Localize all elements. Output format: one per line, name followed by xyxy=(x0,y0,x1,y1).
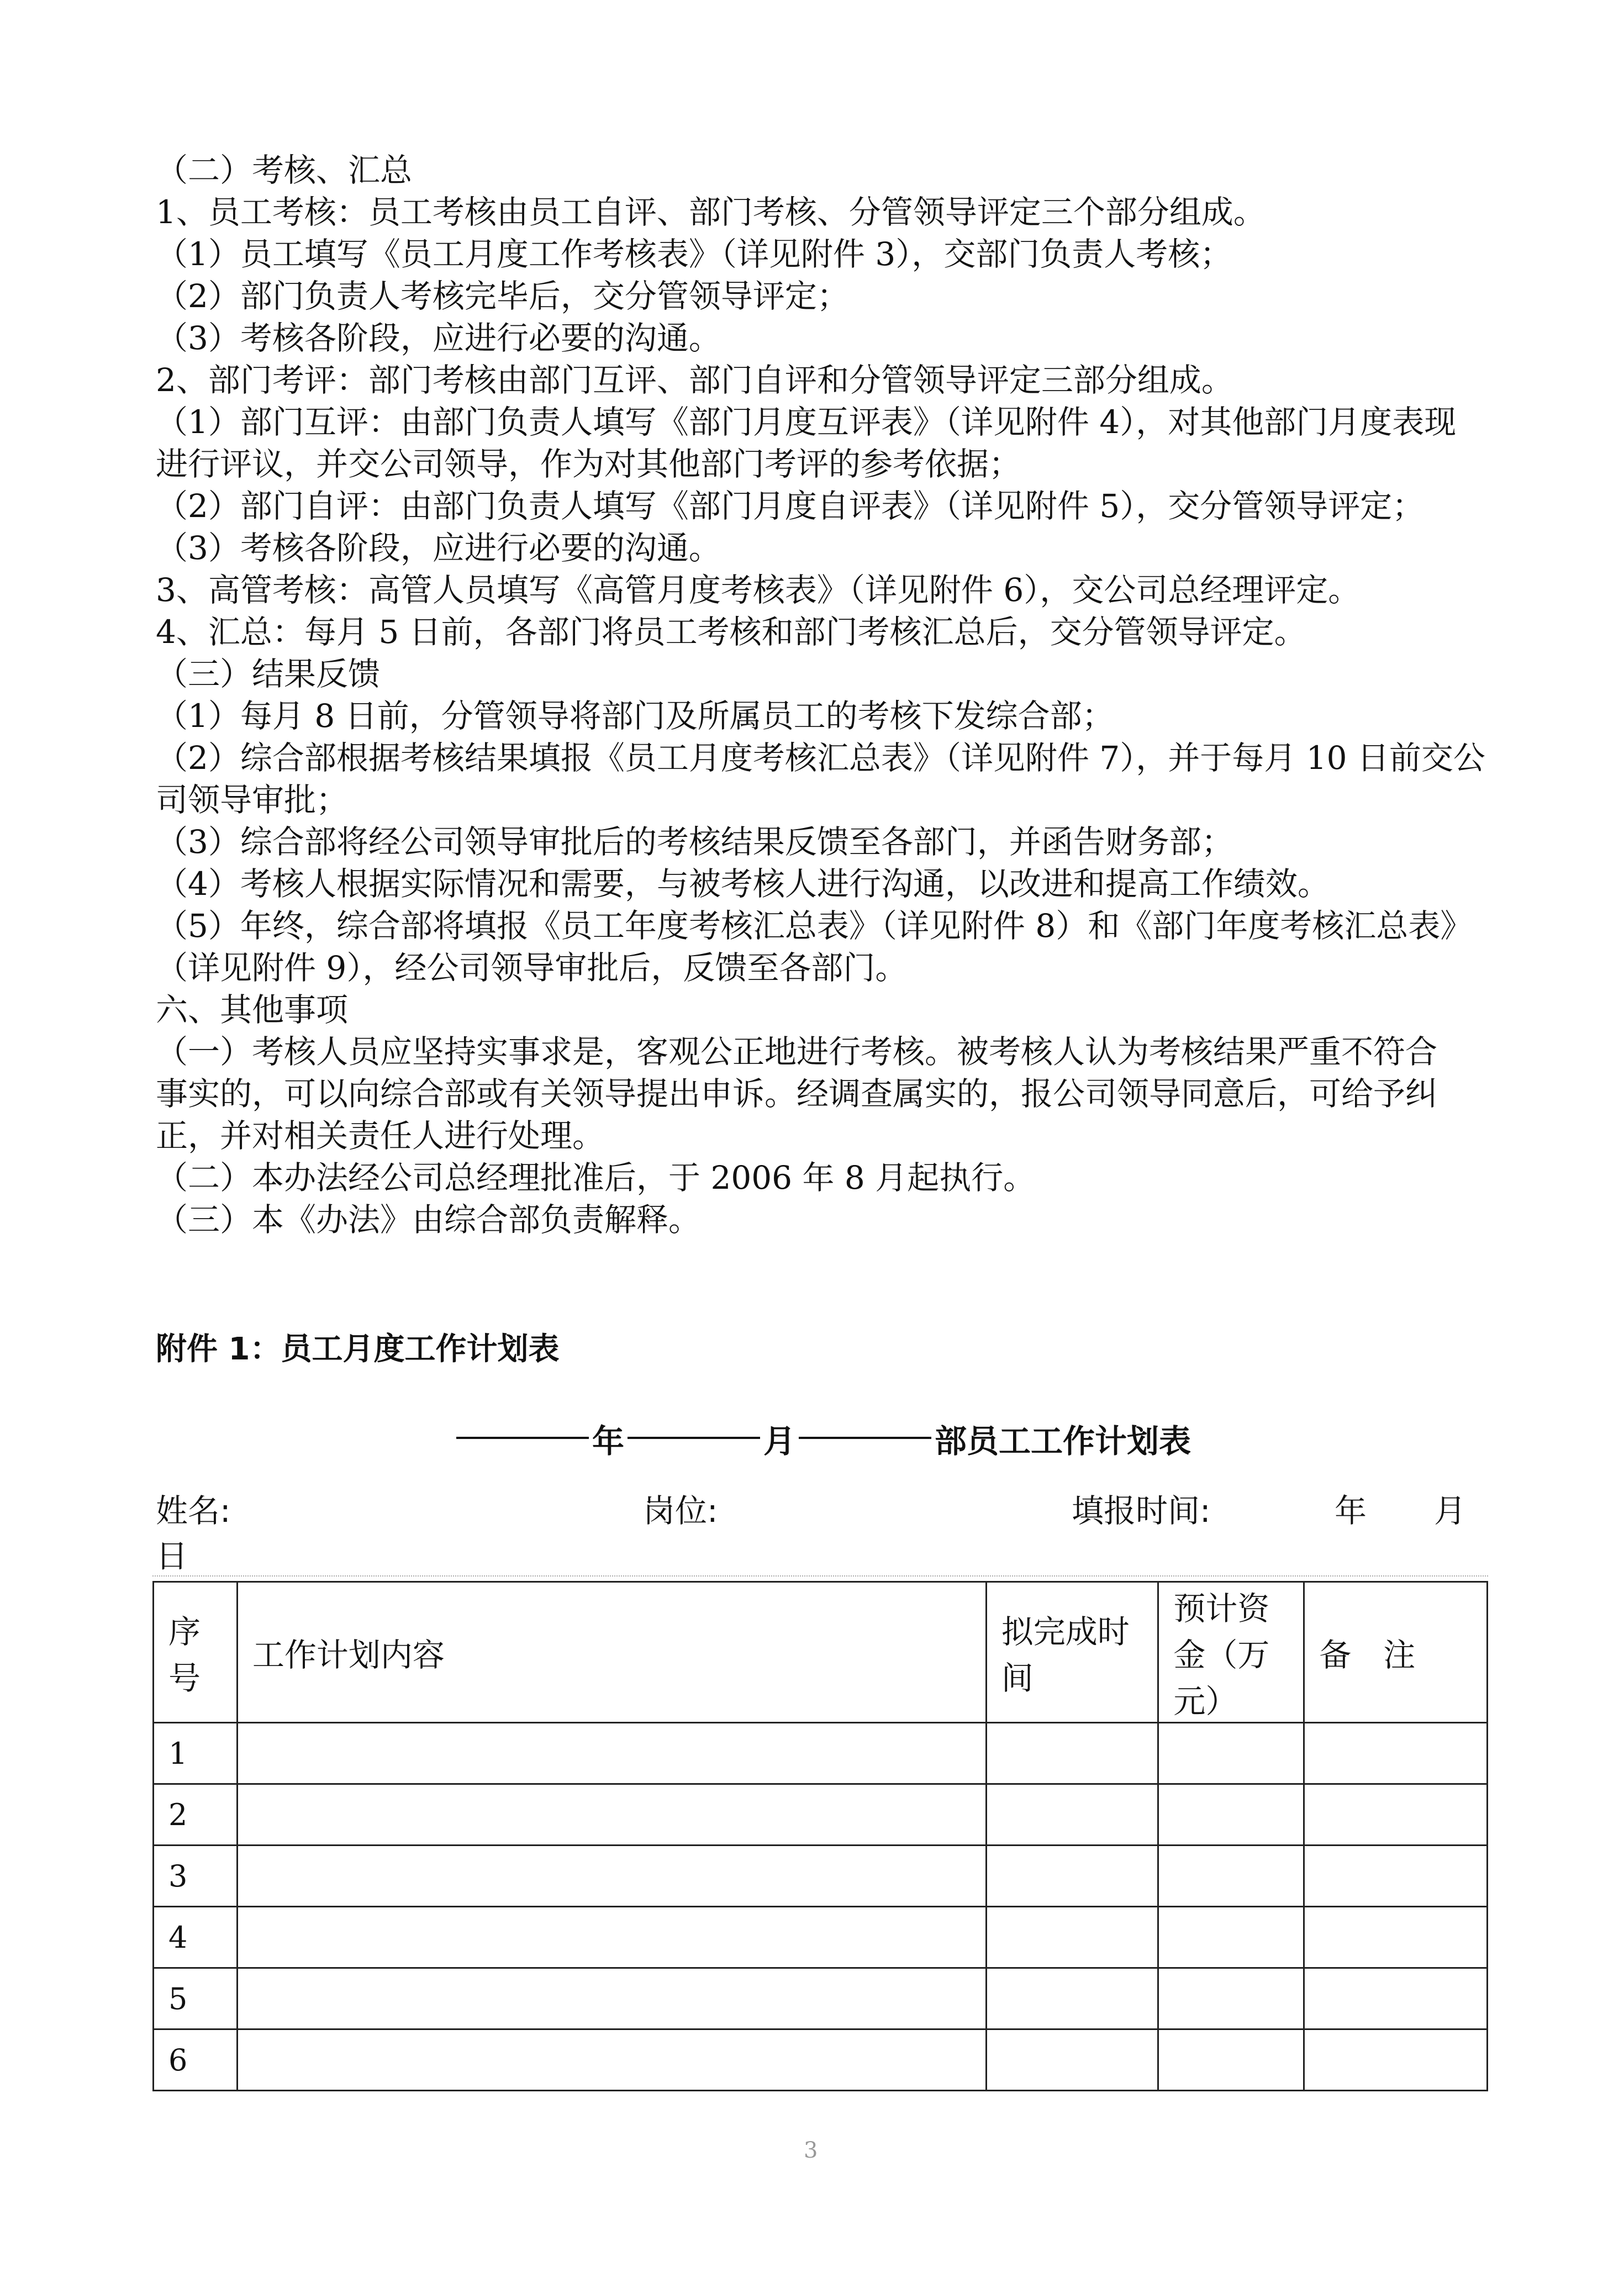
remarks-cell[interactable] xyxy=(1304,1968,1488,2029)
paragraph-line: 3、高管考核：高管人员填写《高管月度考核表》（详见附件 6），交公司总经理评定。 xyxy=(156,571,1361,609)
position-label: 岗位: xyxy=(643,1492,718,1530)
paragraph-line: （二）本办法经公司总经理批准后，于 2006 年 8 月起执行。 xyxy=(156,1159,1036,1196)
row-number: 1 xyxy=(154,1723,238,1784)
fill-date-year: 年 xyxy=(1335,1492,1367,1530)
table-row xyxy=(154,1723,1488,1784)
work-plan-table xyxy=(152,1581,1488,2091)
row-number: 5 xyxy=(154,1968,238,2029)
dotted-divider xyxy=(152,1575,1488,1577)
remarks-cell[interactable] xyxy=(1304,1846,1488,1907)
paragraph-line: （3）考核各阶段，应进行必要的沟通。 xyxy=(156,529,721,567)
budget-cell[interactable] xyxy=(1158,1968,1304,2029)
fill-date-month: 月 xyxy=(1434,1492,1467,1530)
form-title-month: 月 xyxy=(763,1422,796,1460)
paragraph-line: （详见附件 9），经公司领导审批后，反馈至各部门。 xyxy=(156,949,908,987)
paragraph-line: 正，并对相关责任人进行处理。 xyxy=(156,1117,605,1154)
paragraph-line: 2、部门考评：部门考核由部门互评、部门自评和分管领导评定三部分组成。 xyxy=(156,361,1233,399)
paragraph-line: （2）部门自评：由部门负责人填写《部门月度自评表》（详见附件 5），交分管领导评定； xyxy=(156,487,1425,525)
name-label: 姓名: xyxy=(156,1492,231,1530)
budget-cell[interactable] xyxy=(1158,1784,1304,1846)
column-header-deadline: 拟完成时间 xyxy=(986,1582,1158,1723)
paragraph-line: （4）考核人根据实际情况和需要，与被考核人进行沟通，以改进和提高工作绩效。 xyxy=(156,865,1330,903)
paragraph-line: （1）每月 8 日前，分管领导将部门及所属员工的考核下发综合部； xyxy=(156,697,1114,735)
paragraph-line: 六、其他事项 xyxy=(156,991,349,1029)
paragraph-line: （三）本《办法》由综合部负责解释。 xyxy=(156,1201,701,1238)
content-cell[interactable] xyxy=(237,1968,986,2029)
paragraph-line: （3）考核各阶段，应进行必要的沟通。 xyxy=(156,319,721,357)
form-title xyxy=(453,1415,1191,1462)
remarks-cell[interactable] xyxy=(1304,1784,1488,1846)
paragraph-line: （5）年终，综合部将填报《员工年度考核汇总表》（详见附件 8）和《部门年度考核汇总表》 xyxy=(156,907,1473,945)
paragraph-line: （一）考核人员应坚持实事求是，客观公正地进行考核。被考核人认为考核结果严重不符合 xyxy=(156,1033,1438,1071)
content-cell[interactable] xyxy=(237,1723,986,1784)
table-row xyxy=(154,1846,1488,1907)
paragraph-line: （1）部门互评：由部门负责人填写《部门月度互评表》（详见附件 4），对其他部门月度表现 xyxy=(156,403,1457,441)
column-header-index: 序号 xyxy=(154,1582,238,1723)
deadline-cell[interactable] xyxy=(986,1846,1158,1907)
remarks-cell[interactable] xyxy=(1304,2029,1488,2091)
table-row xyxy=(154,2029,1488,2091)
paragraph-line: 事实的，可以向综合部或有关领导提出申诉。经调查属实的，报公司领导同意后，可给予纠 xyxy=(156,1075,1438,1113)
fill-date-label: 填报时间: xyxy=(1072,1492,1211,1530)
paragraph-line: （三）结果反馈 xyxy=(156,655,381,693)
paragraph-line: （2）部门负责人考核完毕后，交分管领导评定； xyxy=(156,277,849,315)
month-blank xyxy=(628,1437,760,1439)
form-title-suffix: 部员工工作计划表 xyxy=(935,1422,1191,1460)
deadline-cell[interactable] xyxy=(986,1907,1158,1968)
attachment-title: 附件 1：员工月度工作计划表 xyxy=(156,1331,560,1367)
content-cell[interactable] xyxy=(237,1846,986,1907)
column-header-content: 工作计划内容 xyxy=(237,1582,986,1723)
deadline-cell[interactable] xyxy=(986,2029,1158,2091)
remarks-cell[interactable] xyxy=(1304,1723,1488,1784)
department-blank xyxy=(799,1437,931,1439)
budget-cell[interactable] xyxy=(1158,1907,1304,1968)
column-header-remarks: 备 注 xyxy=(1304,1582,1488,1723)
content-cell[interactable] xyxy=(237,2029,986,2091)
fill-date-day: 日 xyxy=(156,1537,188,1575)
paragraph-line: 进行评议，并交公司领导，作为对其他部门考评的参考依据； xyxy=(156,445,1021,483)
paragraph-line: 4、汇总：每月 5 日前，各部门将员工考核和部门考核汇总后，交分管领导评定。 xyxy=(156,613,1306,651)
paragraph-line: 司领导审批； xyxy=(156,781,349,819)
remarks-cell[interactable] xyxy=(1304,1907,1488,1968)
deadline-cell[interactable] xyxy=(986,1784,1158,1846)
paragraph-line: （3）综合部将经公司领导审批后的考核结果反馈至各部门，并函告财务部； xyxy=(156,823,1233,861)
paragraph-line: （二）考核、汇总 xyxy=(156,151,413,189)
table-row xyxy=(154,1784,1488,1846)
year-blank xyxy=(456,1437,589,1439)
row-number: 3 xyxy=(154,1846,238,1907)
content-cell[interactable] xyxy=(237,1907,986,1968)
page-number: 3 xyxy=(804,2138,818,2163)
row-number: 6 xyxy=(154,2029,238,2091)
form-title-year: 年 xyxy=(592,1422,625,1460)
budget-cell[interactable] xyxy=(1158,1723,1304,1784)
paragraph-line: 1、员工考核：员工考核由员工自评、部门考核、分管领导评定三个部分组成。 xyxy=(156,193,1266,231)
paragraph-line: （2）综合部根据考核结果填报《员工月度考核汇总表》（详见附件 7），并于每月 10 日前交公 xyxy=(156,739,1485,777)
row-number: 2 xyxy=(154,1784,238,1846)
content-cell[interactable] xyxy=(237,1784,986,1846)
deadline-cell[interactable] xyxy=(986,1968,1158,2029)
budget-cell[interactable] xyxy=(1158,1846,1304,1907)
paragraph-line: （1）员工填写《员工月度工作考核表》（详见附件 3），交部门负责人考核； xyxy=(156,235,1232,273)
budget-cell[interactable] xyxy=(1158,2029,1304,2091)
column-header-budget: 预计资金（万元） xyxy=(1158,1582,1304,1723)
deadline-cell[interactable] xyxy=(986,1723,1158,1784)
table-row xyxy=(154,1968,1488,2029)
table-header-row xyxy=(154,1582,1488,1723)
row-number: 4 xyxy=(154,1907,238,1968)
table-row xyxy=(154,1907,1488,1968)
